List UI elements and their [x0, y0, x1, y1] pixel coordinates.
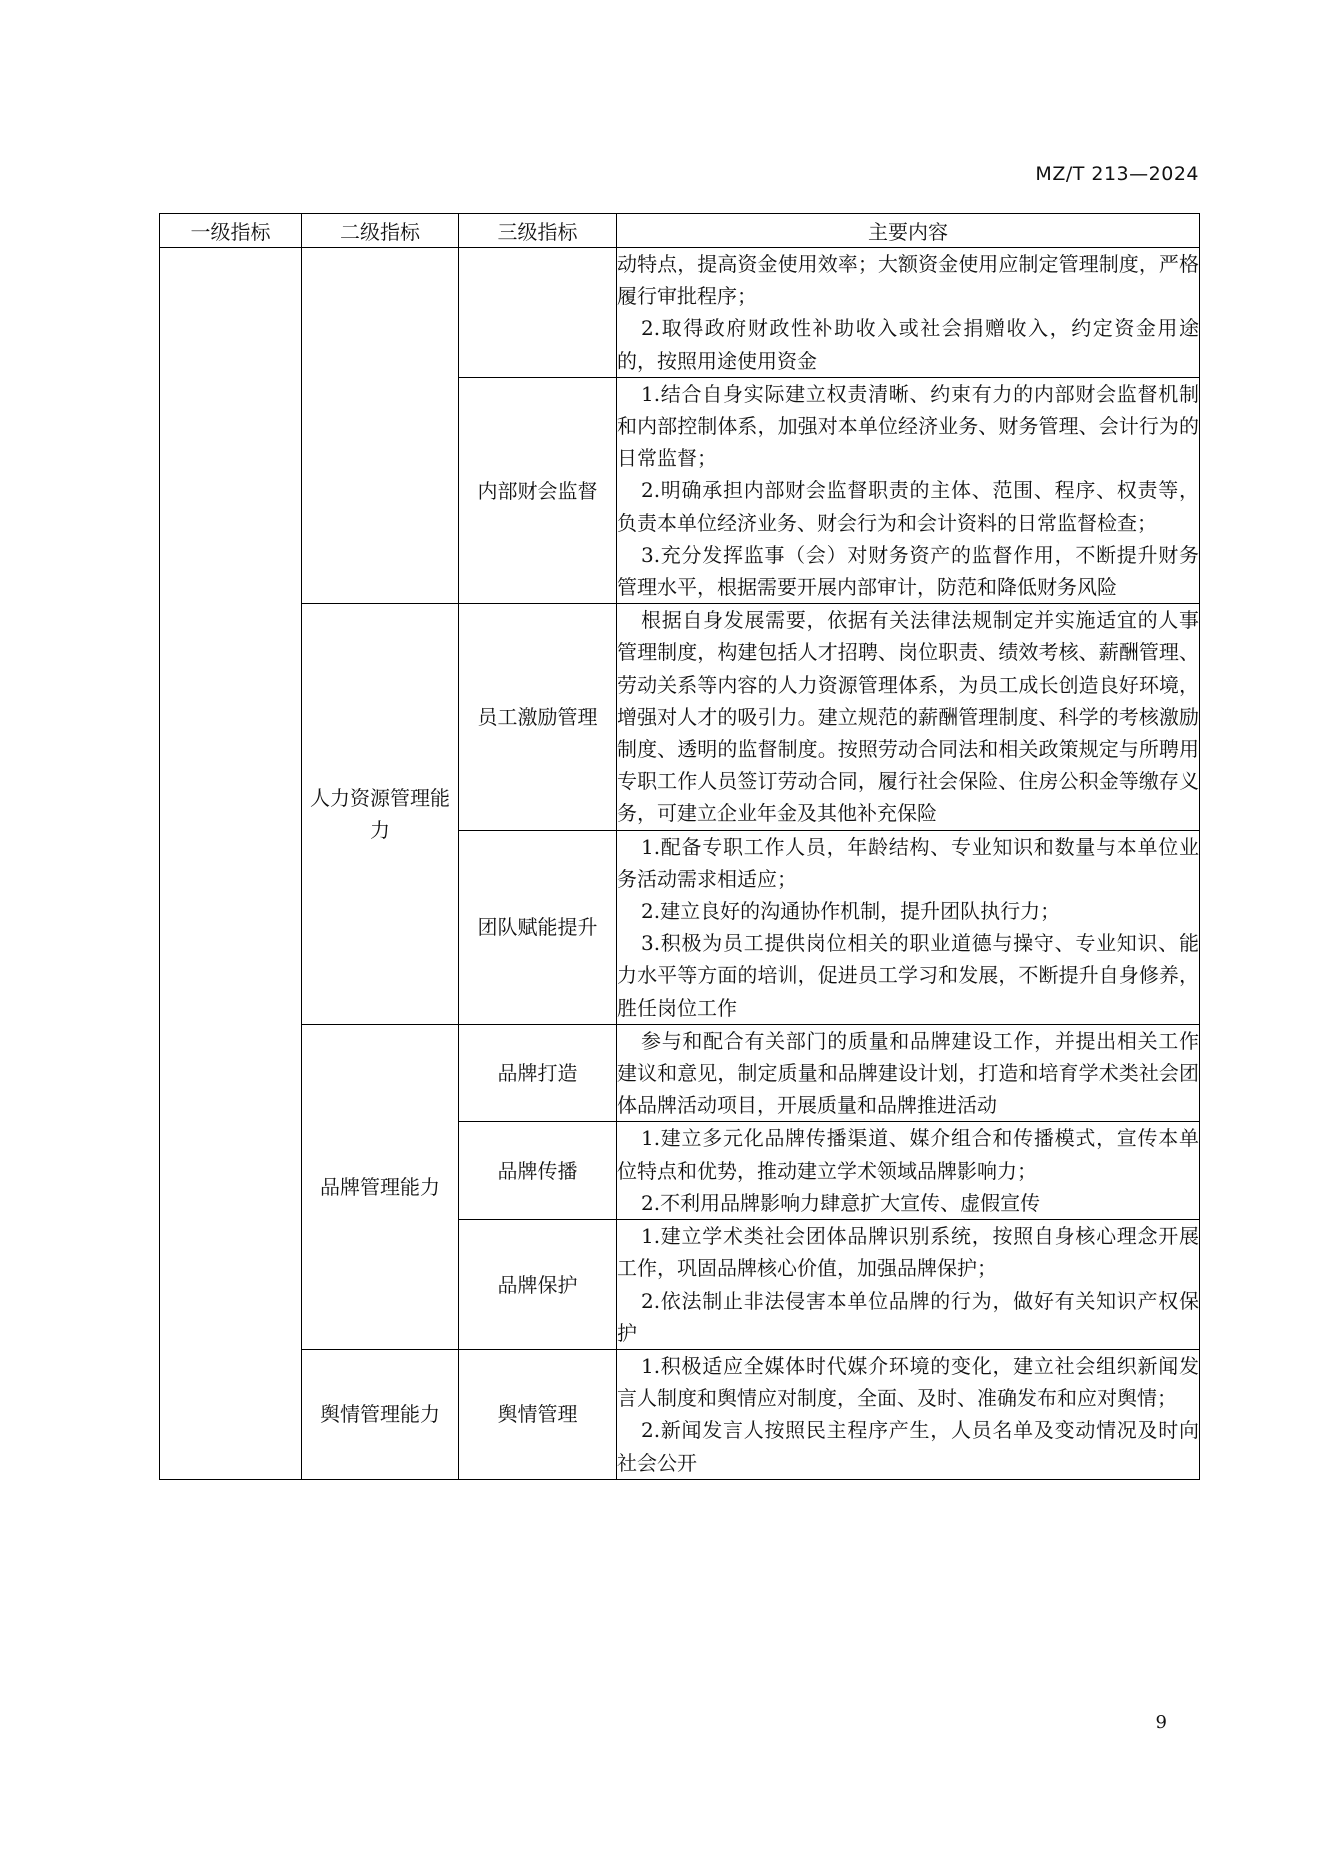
table-row — [160, 604, 1200, 830]
content-paragraph: 动特点，提高资金使用效率；大额资金使用应制定管理制度，严格履行审批程序； — [617, 252, 1199, 309]
header-level1: 一级指标 — [160, 214, 302, 248]
content-paragraph: 2.明确承担内部财会监督职责的主体、范围、程序、权责等，负责本单位经济业务、财会行为和会计资料的日常监督检查； — [617, 478, 1199, 535]
level3-cell — [459, 248, 617, 378]
level1-cell — [160, 248, 302, 1480]
level3-cell: 品牌传播 — [459, 1122, 617, 1220]
content-cell — [617, 1122, 1200, 1220]
level3-cell: 员工激励管理 — [459, 604, 617, 830]
header-level2: 二级指标 — [302, 214, 459, 248]
content-paragraph: 2.取得政府财政性补助收入或社会捐赠收入，约定资金用途的，按照用途使用资金 — [617, 316, 1199, 373]
content-cell — [617, 377, 1200, 603]
level3-cell: 品牌打造 — [459, 1024, 617, 1122]
content-paragraph: 1.配备专职工作人员，年龄结构、专业知识和数量与本单位业务活动需求相适应； — [617, 834, 1199, 891]
level2-cell — [302, 248, 459, 604]
content-cell — [617, 604, 1200, 830]
content-paragraph: 参与和配合有关部门的质量和品牌建设工作，并提出相关工作建议和意见，制定质量和品牌建设计划，打造和培育学术类社会团体品牌活动项目，开展质量和品牌推进活动 — [617, 1028, 1199, 1118]
content-paragraph: 3.积极为员工提供岗位相关的职业道德与操守、专业知识、能力水平等方面的培训，促进员工学习和发展，不断提升自身修养，胜任岗位工作 — [617, 931, 1199, 1020]
page-number: 9 — [1155, 1712, 1167, 1733]
level2-cell: 舆情管理能力 — [302, 1349, 459, 1479]
content-cell — [617, 1220, 1200, 1350]
content-cell — [617, 1349, 1200, 1479]
content-paragraph: 根据自身发展需要，依据有关法律法规制定并实施适宜的人事管理制度，构建包括人才招聘、岗位职责、绩效考核、薪酬管理、劳动关系等内容的人力资源管理体系，为员工成长创造良好环境，增强对人才的吸引力。建立规范的薪酬管理制度、科学的考核激励制度、透明的监督制度。按照劳动合同法和相关政策规定与所聘用专职工作人员签订劳动合同，履行社会保险、住房公积金等缴存义务，可建立企业年金及其他补充保险 — [617, 608, 1199, 826]
table-row — [160, 1349, 1200, 1479]
level2-cell: 品牌管理能力 — [302, 1024, 459, 1349]
level3-cell: 团队赋能提升 — [459, 830, 617, 1024]
table-row — [160, 248, 1200, 378]
content-paragraph: 3.充分发挥监事（会）对财务资产的监督作用，不断提升财务管理水平，根据需要开展内部审计，防范和降低财务风险 — [617, 542, 1199, 600]
header-level3: 三级指标 — [459, 214, 617, 248]
content-paragraph: 2.建立良好的沟通协作机制，提升团队执行力； — [641, 899, 1061, 924]
table-header-row — [160, 214, 1200, 248]
indicator-table — [159, 213, 1200, 1480]
content-paragraph: 1.结合自身实际建立权责清晰、约束有力的内部财会监督机制和内部控制体系，加强对本单位经济业务、财务管理、会计行为的日常监督； — [617, 381, 1199, 471]
content-paragraph: 1.建立多元化品牌传播渠道、媒介组合和传播模式，宣传本单位特点和优势，推动建立学术领域品牌影响力； — [617, 1126, 1199, 1183]
level3-cell: 舆情管理 — [459, 1349, 617, 1479]
level2-cell: 人力资源管理能力 — [302, 604, 459, 1025]
content-paragraph: 2.不利用品牌影响力肆意扩大宣传、虚假宣传 — [641, 1190, 1041, 1215]
content-paragraph: 2.新闻发言人按照民主程序产生，人员名单及变动情况及时向社会公开 — [617, 1418, 1199, 1475]
content-cell — [617, 1024, 1200, 1122]
content-paragraph: 1.积极适应全媒体时代媒介环境的变化，建立社会组织新闻发言人制度和舆情应对制度，全面、及时、准确发布和应对舆情； — [617, 1353, 1199, 1411]
header-content: 主要内容 — [617, 214, 1200, 248]
content-paragraph: 2.依法制止非法侵害本单位品牌的行为，做好有关知识产权保护 — [617, 1288, 1199, 1345]
content-paragraph: 1.建立学术类社会团体品牌识别系统，按照自身核心理念开展工作，巩固品牌核心价值，加强品牌保护； — [617, 1224, 1199, 1281]
content-cell — [617, 830, 1200, 1024]
standard-code: MZ/T 213—2024 — [1035, 163, 1199, 185]
content-cell — [617, 248, 1200, 378]
level3-cell: 内部财会监督 — [459, 377, 617, 603]
table-row — [160, 1024, 1200, 1122]
level3-cell: 品牌保护 — [459, 1220, 617, 1350]
